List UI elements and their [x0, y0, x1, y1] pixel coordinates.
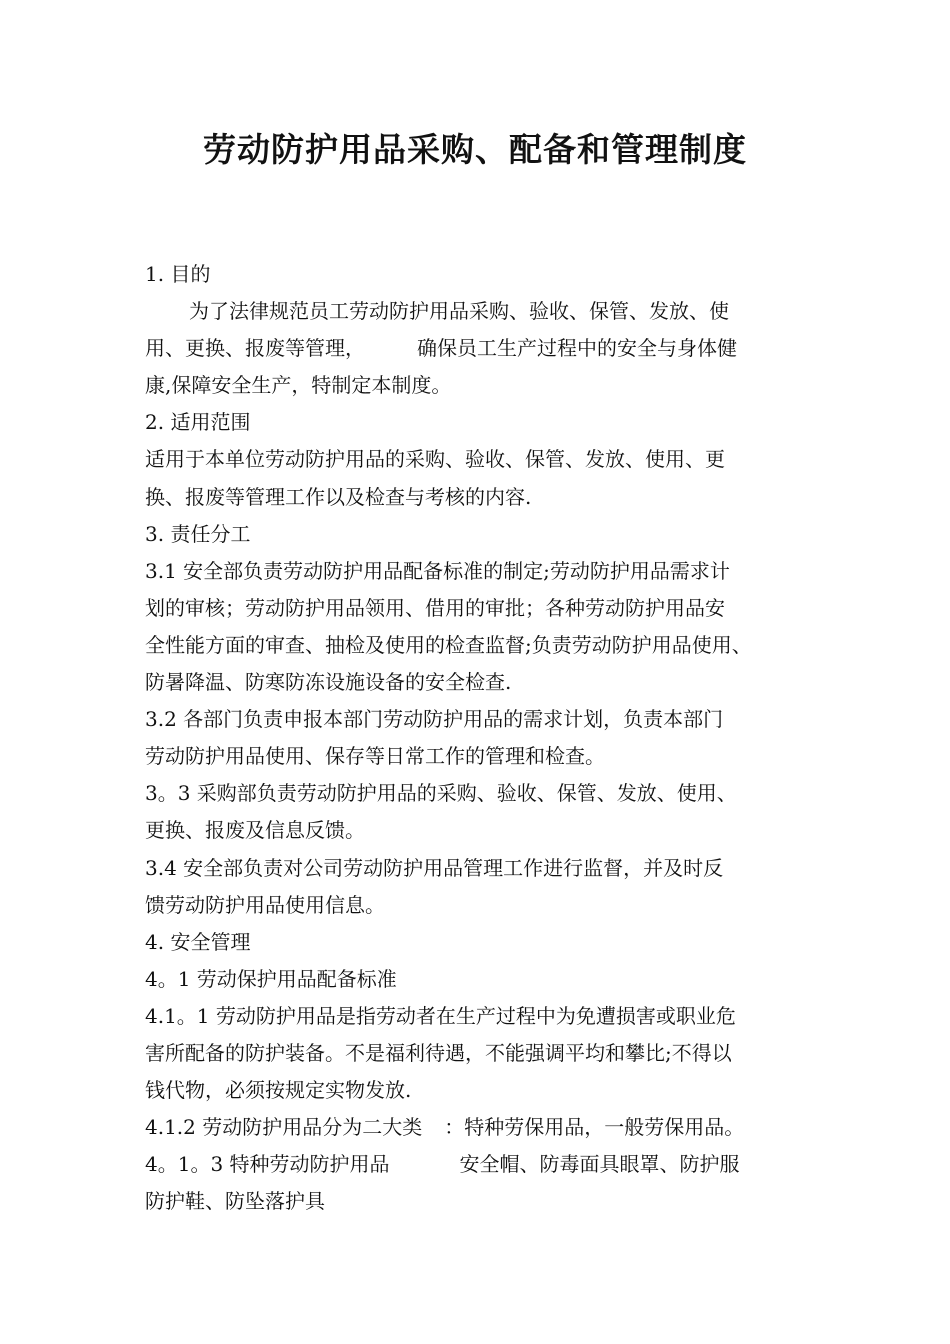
- paragraph-line: 划的审核；劳动防护用品领用、借用的审批；各种劳动防护用品安: [145, 595, 725, 620]
- paragraph-text: ：特种劳保用品，一般劳保用品。: [444, 1115, 745, 1140]
- section-heading-scope: 2. 适用范围: [145, 410, 251, 435]
- document-title: 劳动防护用品采购、配备和管理制度: [203, 130, 747, 169]
- paragraph-line: [145, 1146, 825, 1183]
- paragraph-line: 馈劳动防护用品使用信息。: [145, 892, 385, 917]
- paragraph-line: 3.2 各部门负责申报本部门劳动防护用品的需求计划，负责本部门: [145, 707, 724, 732]
- paragraph-text: 确保员工生产过程中的安全与身体健: [417, 336, 737, 361]
- paragraph-line: 3。3 采购部负责劳动防护用品的采购、验收、保管、发放、使用、: [145, 781, 737, 806]
- paragraph-line: 害所配备的防护装备。不是福利待遇，不能强调平均和攀比;不得以: [145, 1040, 732, 1065]
- paragraph-line: 3.4 安全部负责对公司劳动防护用品管理工作进行监督，并及时反: [145, 855, 724, 880]
- paragraph-line: 为了法律规范员工劳动防护用品采购、验收、保管、发放、使: [189, 299, 729, 324]
- paragraph-line: 换、报废等管理工作以及检查与考核的内容.: [145, 484, 532, 509]
- paragraph-line: 全性能方面的审查、抽检及使用的检查监督;负责劳动防护用品使用、: [145, 632, 752, 657]
- paragraph-line: 钱代物，必须按规定实物发放.: [145, 1078, 412, 1103]
- paragraph-line: 劳动防护用品使用、保存等日常工作的管理和检查。: [145, 744, 605, 769]
- paragraph-line: 更换、报废及信息反馈。: [145, 818, 365, 843]
- paragraph-line: 4.1。1 劳动防护用品是指劳动者在生产过程中为免遭损害或职业危: [145, 1003, 736, 1028]
- paragraph-line: [145, 1109, 825, 1146]
- section-heading-safety: 4. 安全管理: [145, 929, 251, 954]
- document-body: [145, 256, 825, 1220]
- paragraph-text: 4.1.2 劳动防护用品分为二大类: [145, 1115, 423, 1140]
- section-heading-responsibility: 3. 责任分工: [145, 521, 251, 546]
- paragraph-line: 适用于本单位劳动防护用品的采购、验收、保管、发放、使用、更: [145, 447, 725, 472]
- paragraph-line: 防暑降温、防寒防冻设施设备的安全检查.: [145, 670, 512, 695]
- paragraph-line: 康,保障安全生产，特制定本制度。: [145, 373, 452, 398]
- subsection-heading: 4。1 劳动保护用品配备标准: [145, 966, 397, 991]
- paragraph-text: 用、更换、报废等管理，: [145, 336, 365, 361]
- paragraph-line: 防护鞋、防坠落护具: [145, 1189, 325, 1214]
- paragraph-text: 4。1。3 特种劳动防护用品: [145, 1152, 390, 1177]
- paragraph-text: 安全帽、防毒面具眼罩、防护服: [459, 1152, 740, 1177]
- paragraph-line: 3.1 安全部负责劳动防护用品配备标准的制定;劳动防护用品需求计: [145, 558, 730, 583]
- paragraph-line: [145, 330, 825, 367]
- section-heading-purpose: 1. 目的: [145, 262, 211, 286]
